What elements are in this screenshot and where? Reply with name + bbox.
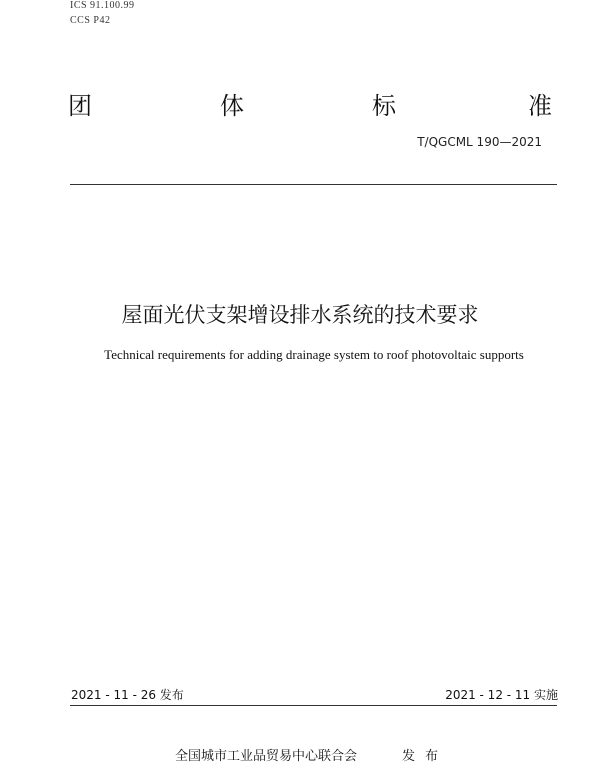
bottom-divider <box>70 705 557 706</box>
issuer-name: 全国城市工业品贸易中心联合会 <box>175 749 358 764</box>
standard-code: T/QGCML 190—2021 <box>417 135 542 149</box>
issue-label: 发布 <box>402 749 449 764</box>
header-char-tuan: 团 <box>68 92 92 120</box>
top-divider <box>70 184 557 185</box>
header-char-zhun: 准 <box>528 92 552 120</box>
ics-code: ICS 91.100.99 <box>70 0 135 11</box>
header-char-ti: 体 <box>220 92 244 120</box>
ccs-code: CCS P42 <box>70 15 111 26</box>
publish-date: 2021 - 11 - 26 发布 <box>71 688 184 702</box>
header-char-biao: 标 <box>372 92 396 120</box>
implement-date: 2021 - 12 - 11 实施 <box>445 688 558 702</box>
title-english: Technical requirements for adding drainage system to roof photovoltaic supports <box>104 347 524 362</box>
title-chinese: 屋面光伏支架增设排水系统的技术要求 <box>121 303 479 327</box>
